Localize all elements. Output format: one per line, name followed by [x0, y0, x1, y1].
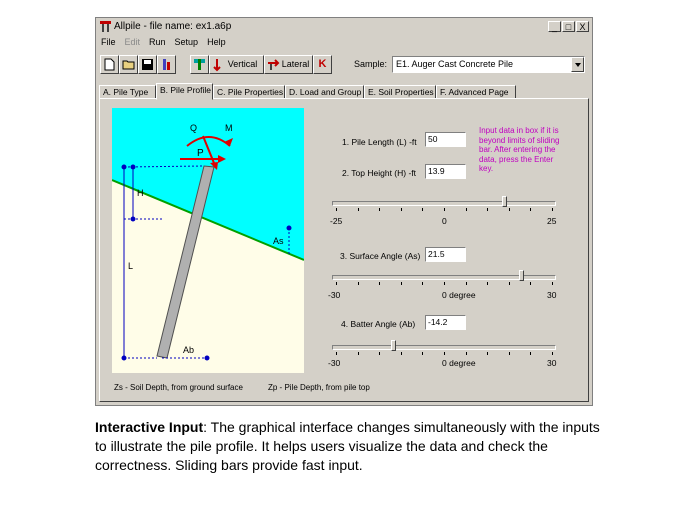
slider-tick: [530, 352, 531, 355]
slider-tick: [422, 282, 423, 285]
window-title: Allpile - file name: ex1.a6p: [114, 21, 232, 32]
tab-advanced-page[interactable]: F. Advanced Page: [436, 85, 516, 99]
slider-tick: [358, 282, 359, 285]
app-icon: [100, 21, 111, 32]
label-m: M: [225, 123, 233, 133]
slider-thumb[interactable]: [519, 270, 524, 281]
dim-l-top-dot: [122, 165, 126, 169]
profile-tool-button[interactable]: [190, 55, 209, 74]
pile-icon: [160, 58, 173, 71]
close-button[interactable]: X: [576, 21, 589, 32]
slider3-mid: 0 degree: [442, 358, 476, 368]
open-file-button[interactable]: [119, 55, 138, 74]
slider-thumb[interactable]: [391, 340, 396, 351]
slider3-min: -30: [328, 358, 341, 368]
slider2-min: -30: [328, 290, 341, 300]
slider3-max: 30: [547, 358, 557, 368]
tab-pile-type[interactable]: A. Pile Type: [99, 85, 156, 99]
slider-tick: [379, 352, 380, 355]
ab-dot: [205, 356, 209, 360]
slider-tick: [401, 208, 402, 211]
allpile-window: [95, 17, 593, 406]
title-bar: [97, 19, 591, 35]
sample-value: E1. Auger Cast Concrete Pile: [396, 59, 514, 69]
slider-thumb[interactable]: [502, 196, 507, 207]
vertical-label: Vertical: [227, 59, 258, 69]
pile-profile-canvas: [112, 108, 304, 373]
label-p: P: [197, 148, 204, 159]
chevron-down-icon[interactable]: [571, 57, 584, 72]
description-text: : The graphical interface changes simultaneously with the inputs to illustrate the pile profile. It helps users visualize the data and check the correctness. Sliding bars provide fast input.: [95, 419, 600, 473]
menu-setup[interactable]: Setup: [174, 37, 199, 47]
surface-angle-input[interactable]: 21.5: [425, 247, 466, 262]
top-height-label: 2. Top Height (H) -ft: [342, 168, 417, 178]
pile-tool-button[interactable]: [157, 55, 176, 74]
vertical-button[interactable]: [209, 55, 264, 74]
as-dot: [287, 226, 291, 230]
dim-h-top-dot: [131, 165, 135, 169]
surface-angle-label: 3. Surface Angle (As): [340, 251, 421, 261]
caption-zp: Zp - Pile Depth, from pile top: [268, 383, 370, 392]
label-h: H: [137, 188, 144, 198]
new-file-icon: [103, 58, 116, 71]
slider-tick: [509, 208, 510, 211]
profile-icon: [193, 58, 206, 71]
slider1-min: -25: [330, 216, 343, 226]
lateral-load-icon: [267, 58, 280, 71]
dim-h-bottom-dot: [131, 217, 135, 221]
pile-length-label: 1. Pile Length (L) -ft: [342, 137, 417, 147]
slider-tick: [552, 282, 553, 285]
k-button[interactable]: K: [313, 55, 332, 74]
slider-tick: [530, 282, 531, 285]
slider-tick: [444, 352, 445, 355]
batter-angle-input[interactable]: -14.2: [425, 315, 466, 330]
slider-track: [332, 345, 556, 350]
minimize-button[interactable]: _: [548, 21, 561, 32]
slider-tick: [444, 208, 445, 211]
top-height-slider[interactable]: [332, 196, 556, 212]
surface-angle-slider[interactable]: [332, 270, 556, 286]
slider-tick: [466, 208, 467, 211]
lateral-button[interactable]: [264, 55, 313, 74]
slider2-mid: 0 degree: [442, 290, 476, 300]
menu-bar: [100, 37, 227, 51]
slider-tick: [509, 352, 510, 355]
description-title: Interactive Input: [95, 419, 204, 435]
label-ab: Ab: [183, 345, 195, 355]
open-folder-icon: [122, 58, 135, 71]
toolbar: [100, 55, 588, 75]
slider-tick: [358, 208, 359, 211]
save-disk-icon: [141, 58, 154, 71]
description: [95, 418, 615, 475]
label-as: As: [273, 236, 284, 246]
menu-help[interactable]: Help: [207, 37, 226, 47]
pile-profile-drawing: [112, 108, 304, 373]
slider-tick: [552, 208, 553, 211]
slider-tick: [401, 352, 402, 355]
slider-track: [332, 201, 556, 206]
slider-tick: [509, 282, 510, 285]
label-q: Q: [190, 123, 198, 133]
menu-run[interactable]: Run: [149, 37, 166, 47]
sample-label: Sample:: [354, 59, 388, 69]
slider-tick: [379, 208, 380, 211]
slider-tick: [336, 282, 337, 285]
slider-tick: [444, 282, 445, 285]
slider-tick: [487, 352, 488, 355]
slider-tick: [336, 352, 337, 355]
slider-tick: [401, 282, 402, 285]
menu-edit[interactable]: Edit: [124, 37, 141, 47]
slider-tick: [466, 282, 467, 285]
input-note: Input data in box if it is beyond limits of sliding bar. After entering the data, press the Enter key.: [479, 126, 560, 174]
slider-tick: [422, 208, 423, 211]
new-file-button[interactable]: [100, 55, 119, 74]
slider2-max: 30: [547, 290, 557, 300]
slider-tick: [379, 282, 380, 285]
slider-tick: [552, 352, 553, 355]
top-height-input[interactable]: 13.9: [425, 164, 466, 179]
vertical-load-icon: [212, 58, 222, 72]
slider-tick: [487, 208, 488, 211]
slider-tick: [422, 352, 423, 355]
batter-angle-slider[interactable]: [332, 340, 556, 356]
pile-length-input[interactable]: 50: [425, 132, 466, 147]
lateral-label: Lateral: [281, 59, 310, 69]
slider-tick: [336, 208, 337, 211]
menu-file[interactable]: File: [101, 37, 116, 47]
tab-pile-profile[interactable]: B. Pile Profile: [156, 83, 213, 100]
slider-tick: [487, 282, 488, 285]
tab-load-and-group[interactable]: D. Load and Group: [285, 85, 364, 99]
dim-l-bottom-dot: [122, 356, 126, 360]
slider1-max: 25: [547, 216, 557, 226]
label-l: L: [128, 261, 134, 271]
tab-soil-properties[interactable]: E. Soil Properties: [364, 85, 436, 99]
batter-angle-label: 4. Batter Angle (Ab): [341, 319, 416, 329]
slider-tick: [466, 352, 467, 355]
caption-zs: Zs - Soil Depth, from ground surface: [114, 383, 243, 392]
slider1-mid: 0: [442, 216, 447, 226]
tab-pile-properties[interactable]: C. Pile Properties: [213, 85, 285, 99]
slider-tick: [530, 208, 531, 211]
save-button[interactable]: [138, 55, 157, 74]
slider-tick: [358, 352, 359, 355]
sample-select[interactable]: [392, 56, 585, 73]
maximize-button[interactable]: □: [562, 21, 575, 32]
